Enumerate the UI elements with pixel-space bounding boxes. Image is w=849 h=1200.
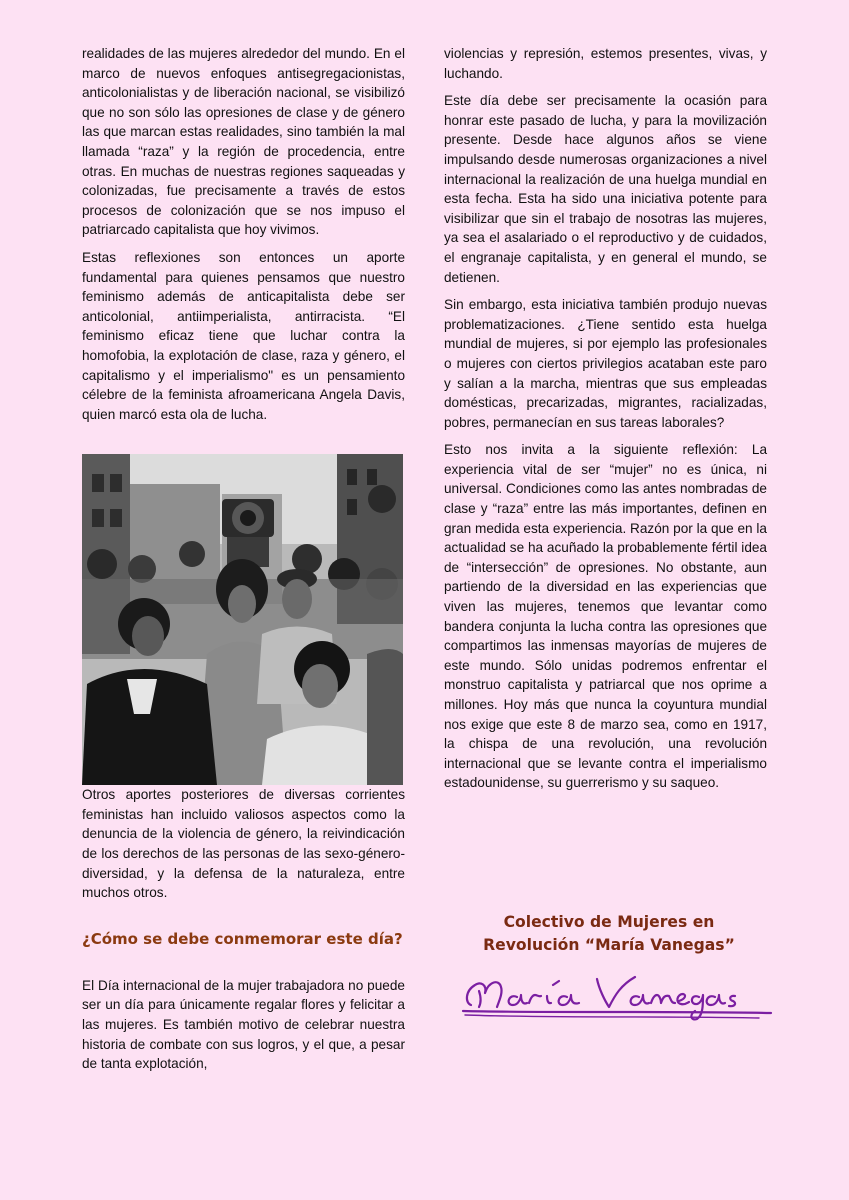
paragraph: El Día internacional de la mujer trabajadora no puede ser un día para únicamente regalar flores y felicitar a las mujeres. Es también motivo de celebrar nuestra historia de combate con sus logros, y el que, a pesar de tanta explotación, — [82, 977, 405, 1072]
handwritten-signature — [459, 963, 779, 1033]
right-column — [444, 44, 767, 801]
paragraph: Sin embargo, esta iniciativa también produjo nuevas problematizaciones. ¿Tiene sentido esta huelga mundial de mujeres, si por ejemplo las profesionales o mujeres con ciertos privilegios acataban este paro y salían a la marcha, mientras que sus empleadas domésticas, precarizadas, migrantes, racializadas, pobres, permanecían en sus tareas laborales? — [444, 297, 767, 430]
org-name-line: Colectivo de Mujeres en — [503, 913, 715, 931]
paragraph: Este día debe ser precisamente la ocasión para honrar este pasado de lucha, y para la movilización presente. Desde hace algunos años se viene impulsando desde numerosas organizaciones a nivel internacional la realización de una huelga mundial en esta fecha. Esta ha sido una iniciativa potente para visibilizar que sin el trabajo de nosotras las mujeres, ya sea el asalariado o el reproductivo y de cuidados, el engranaje capitalista, y en general el mundo, se detienen. — [444, 93, 767, 285]
paragraph: Esto nos invita a la siguiente reflexión: La experiencia vital de ser “mujer” no es única, ni universal. Condiciones como las antes nombradas de clase y “raza” entre las más importantes, definen en gran medida esta experiencia. Razón por la que en la actualidad se ha acuñado la probablemente fértil idea de “intersección” de opresiones. No obstante, aun partiendo de la diversidad en las experiencias que viven las mujeres, tenemos que levantar como bandera conjunta la lucha contra las opresiones que compartimos las inmensas mayorías de mujeres de este mundo. Sólo unidas podremos enfrentar el monstruo capitalista y patriarcal que nos oprime a millones. Hoy más que nunca la coyuntura mundial nos exige que este 8 de marzo sea, como en 1917, la chispa de una revolución, una revolución internacional que se levante contra el imperialismo estadounidense, su guerrerismo y su saqueo. — [444, 442, 767, 791]
paragraph: violencias y represión, estemos presentes, vivas, y luchando. — [444, 46, 767, 81]
left-column — [82, 44, 405, 1082]
protest-photo — [82, 454, 403, 785]
paragraph: Estas reflexiones son entonces un aporte fundamental para quienes pensamos que nuestro feminismo además de anticapitalista debe ser anticolonial, antiimperialista, antirracista. “El feminismo eficaz tiene que luchar contra la homofobia, la explotación de clase, raza y género, el capitalismo y el imperialismo" es un pensamiento célebre de la feminista afroamericana Angela Davis, quien marcó esta ola de lucha. — [82, 249, 405, 422]
paragraph: Otros aportes posteriores de diversas corrientes feministas han incluido valiosos aspectos como la denuncia de la violencia de género, la reivindicación de los derechos de las personas de las sexo-género-diversidad, y la defensa de la naturaleza, entre muchos otros. — [82, 787, 405, 901]
section-heading: ¿Cómo se debe conmemorar este día? — [82, 929, 403, 948]
paragraph: realidades de las mujeres alrededor del mundo. En el marco de nuevos enfoques antisegregacionistas, anticolonialistas y de liberación nacional, se visibilizó que no son sólo las opresiones de clase y de género las que marcan estas realidades, sino también la mal llamada “raza” y la región de procedencia, entre otras. En muchas de nuestras regiones saqueadas y colonizadas, fue precisamente a través de estos procesos de colonización que se nos impuso el patriarcado capitalista que hoy vivimos. — [82, 46, 405, 238]
org-name-line: Revolución “María Vanegas” — [483, 936, 735, 954]
organization-signature — [444, 911, 774, 957]
